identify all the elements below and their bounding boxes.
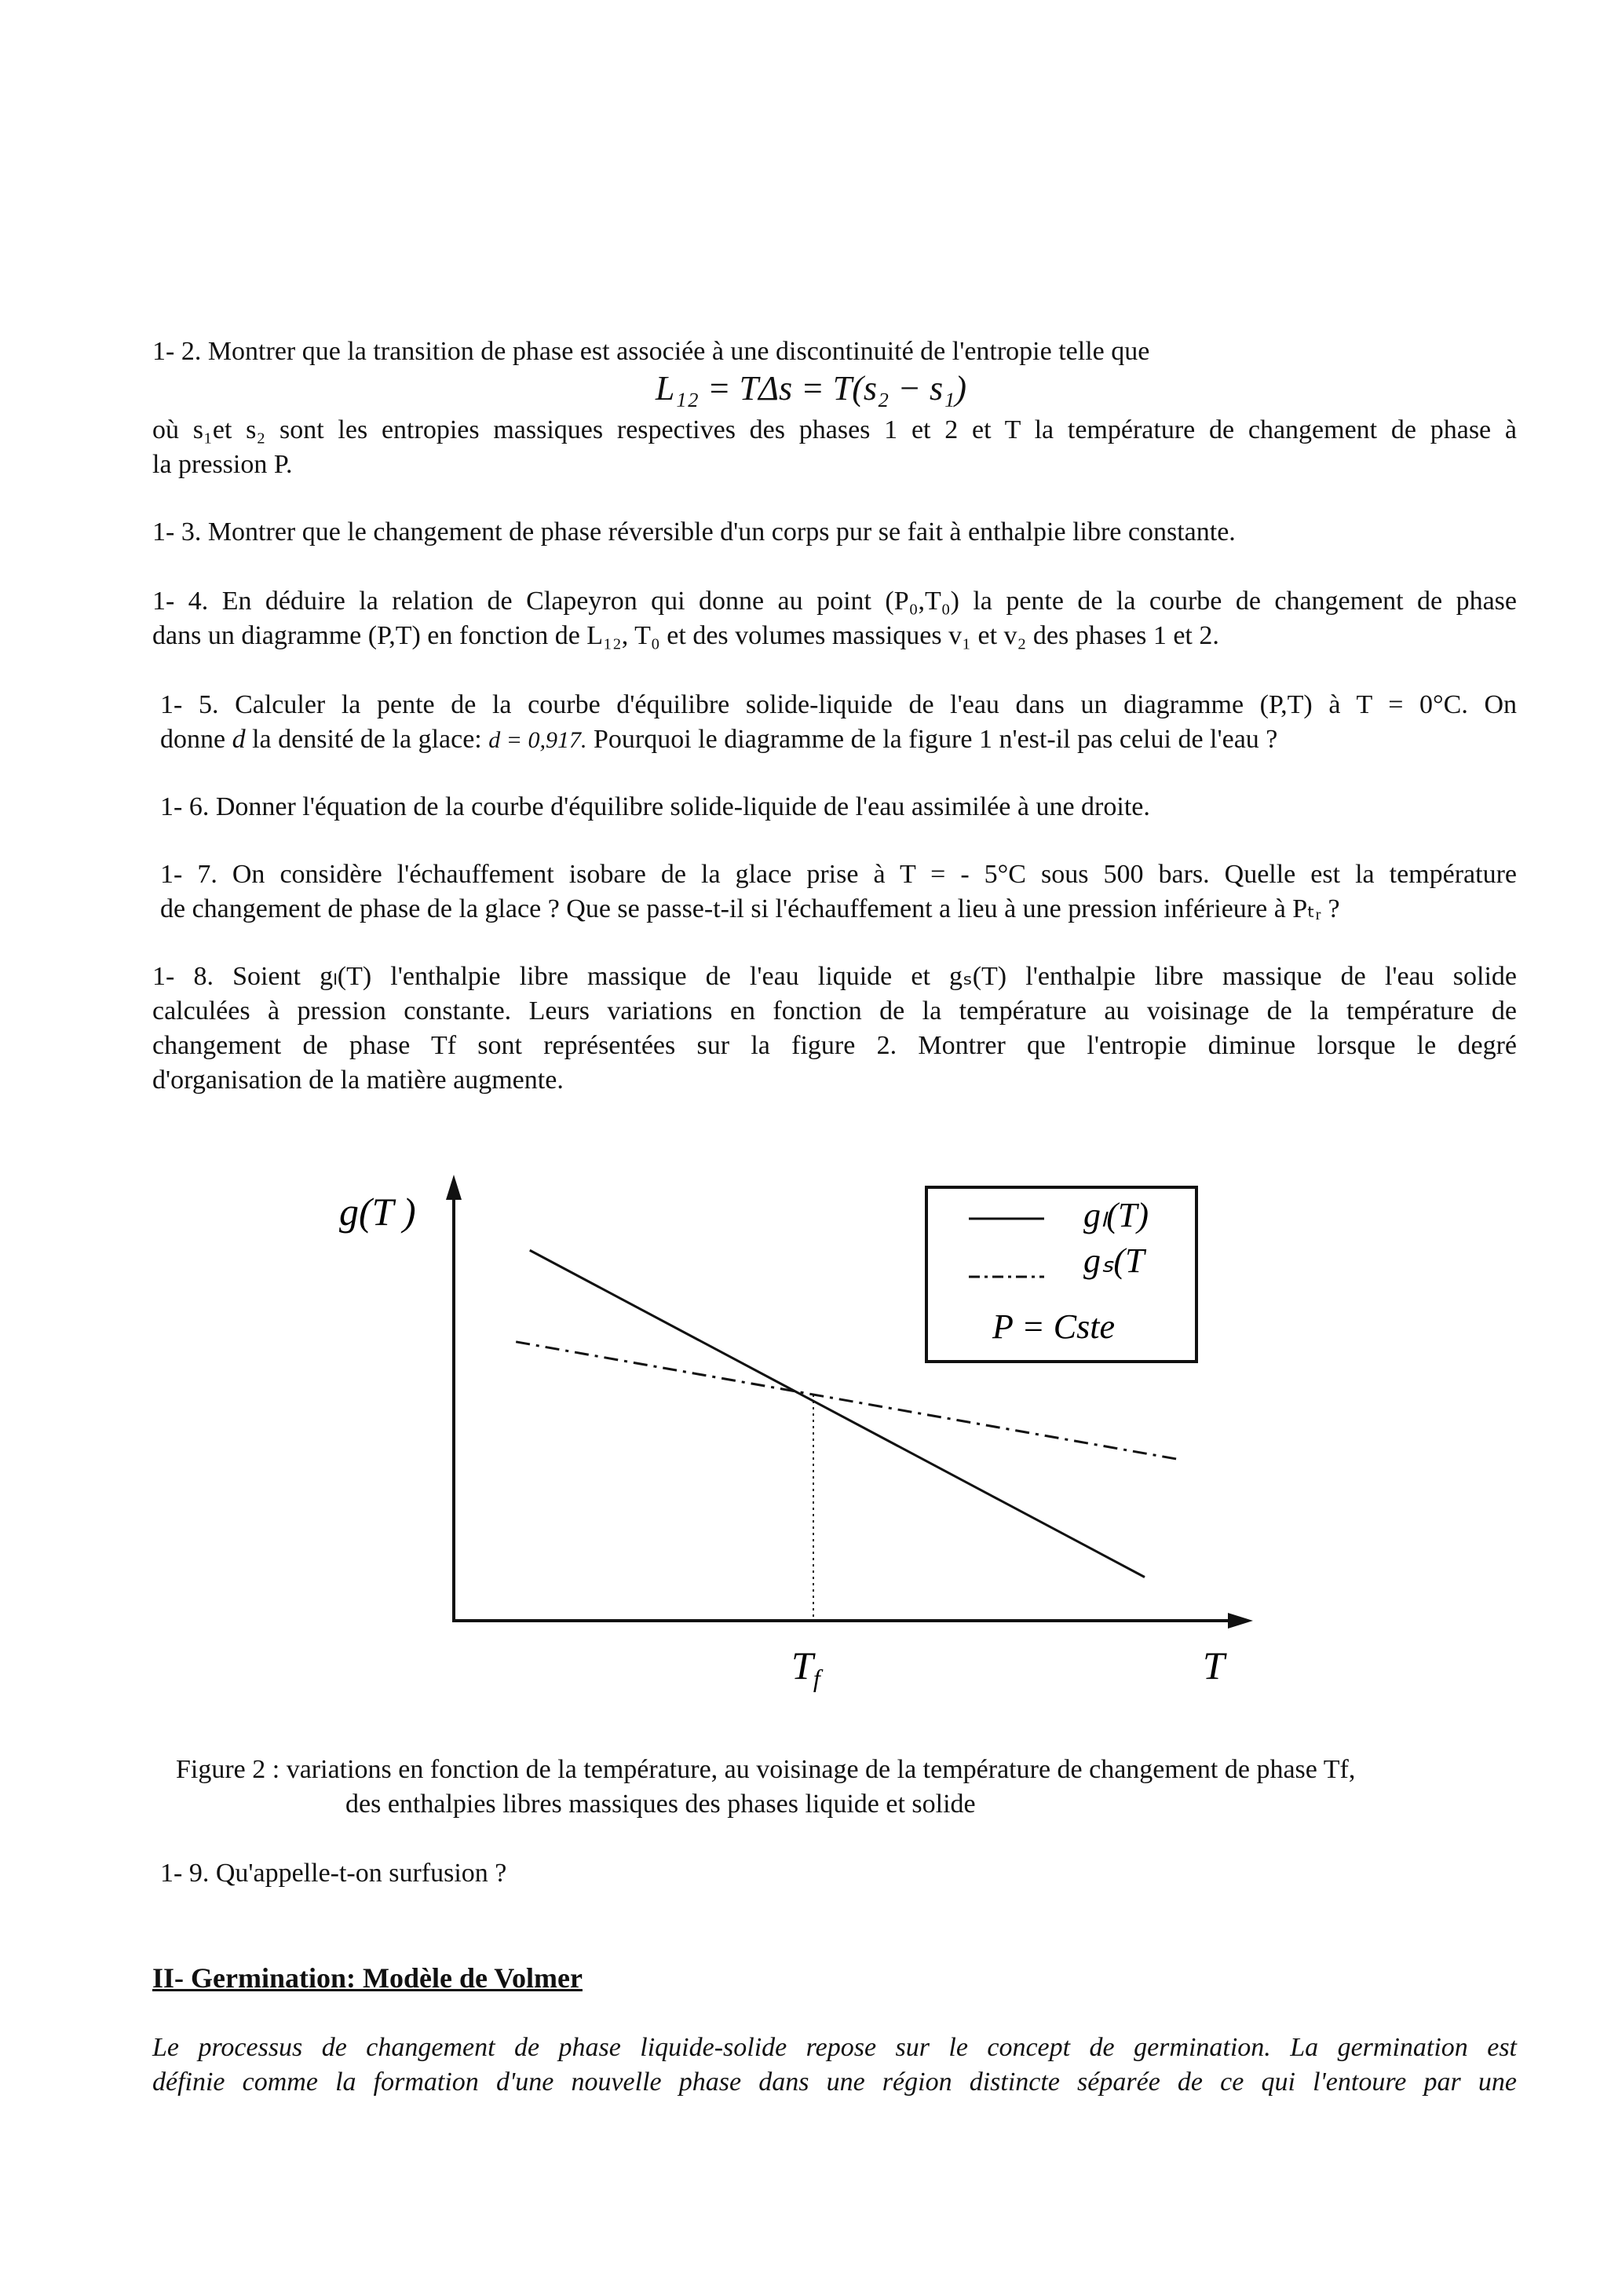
q1-4-line2: dans un diagramme (P,T) en fonction de L₁₂, T₀ et des volumes massiques v₁ et v₂ des phases 1 et 2.: [152, 621, 1219, 650]
q1-9-line1: 1- 9. Qu'appelle-t-on surfusion ?: [160, 1859, 507, 1888]
y-axis-label: g(T ): [339, 1190, 416, 1234]
section-2-heading: II- Germination: Modèle de Volmer: [152, 1962, 583, 1994]
legend-solid-label: gₛ(T: [1083, 1241, 1145, 1280]
q1-8-line1: 1- 8. Soient gₗ(T) l'enthalpie libre massique de l'eau liquide et gₛ(T) l'enthalpie libre massique de l'eau solide: [152, 962, 1517, 991]
q1-4-line1: 1- 4. En déduire la relation de Clapeyron qui donne au point (P₀,T₀) la pente de la courbe de changement de phase: [152, 587, 1517, 616]
figure-2-caption: [176, 1753, 1355, 1822]
tf-label-sub: f: [813, 1664, 820, 1692]
q1-5-text-b: la densité de la glace:: [245, 725, 489, 754]
q1-3-line1: 1- 3. Montrer que le changement de phase réversible d'un corps pur se fait à enthalpie libre constante.: [152, 517, 1236, 547]
q1-5-d-symbol: d: [232, 725, 246, 754]
legend-liquid-label: gₗ(T): [1083, 1196, 1149, 1234]
tf-label-main: T: [791, 1643, 813, 1687]
q1-7-line1: 1- 7. On considère l'échauffement isobare de la glace prise à T = - 5°C sous 500 bars. Quelle est la température: [160, 860, 1517, 889]
q1-2-line2: où s₁et s₂ sont les entropies massiques respectives des phases 1 et 2 et T la température de changement de phase à: [152, 415, 1517, 444]
q1-5-text-a: donne: [160, 725, 232, 754]
question-1-9: [160, 1856, 1525, 1891]
section-2-line1: Le processus de changement de phase liquide-solide repose sur le concept de germination. La germination est: [152, 2033, 1517, 2062]
q1-8-line4: d'organisation de la matière augmente.: [152, 1066, 564, 1095]
legend-condition-label: P = Cste: [992, 1307, 1115, 1346]
section-2-line2: définie comme la formation d'une nouvelle phase dans une région distincte séparée de ce qui l'entoure par une: [152, 2067, 1517, 2097]
q1-8-line3: changement de phase Tf sont représentées sur la figure 2. Montrer que l'entropie diminue lorsque le degré: [152, 1031, 1517, 1060]
x-axis-arrow: [1228, 1613, 1253, 1629]
solid-curve: [516, 1342, 1179, 1460]
q1-5-density-value: d = 0,917.: [488, 727, 587, 753]
liquid-curve: [530, 1250, 1145, 1577]
caption-line1: Figure 2 : variations en fonction de la température, au voisinage de la température de changement de phase Tf,: [176, 1755, 1356, 1784]
x-axis-label: T: [1203, 1643, 1225, 1687]
q1-8-line2: calculées à pression constante. Leurs variations en fonction de la température au voisinage de la température de: [152, 996, 1517, 1026]
q1-7-line2: de changement de phase de la glace ? Que se passe-t-il si l'échauffement a lieu à une pression inférieure à Pₜᵣ ?: [160, 894, 1340, 923]
q1-2-line3: la pression P.: [152, 450, 293, 479]
q1-5-text-c: Pourquoi le diagramme de la figure 1 n'est-il pas celui de l'eau ?: [586, 725, 1278, 754]
q1-2-line1: 1- 2. Montrer que la transition de phase est associée à une discontinuité de l'entropie telle que: [152, 337, 1150, 366]
caption-line2: des enthalpies libres massiques des phases liquide et solide: [345, 1790, 976, 1819]
section-2-intro: [152, 2031, 1517, 2100]
q1-6-line1: 1- 6. Donner l'équation de la courbe d'équilibre solide-liquide de l'eau assimilée à une droite.: [160, 792, 1150, 821]
tf-label: [791, 1643, 824, 1692]
entropy-formula: L₁₂ = TΔs = T(s₂ − s₁): [655, 369, 967, 408]
y-axis-arrow: [446, 1175, 462, 1200]
q1-5-line1: 1- 5. Calculer la pente de la courbe d'équilibre solide-liquide de l'eau dans un diagramme (P,T) à T = 0°C. On: [160, 690, 1517, 719]
